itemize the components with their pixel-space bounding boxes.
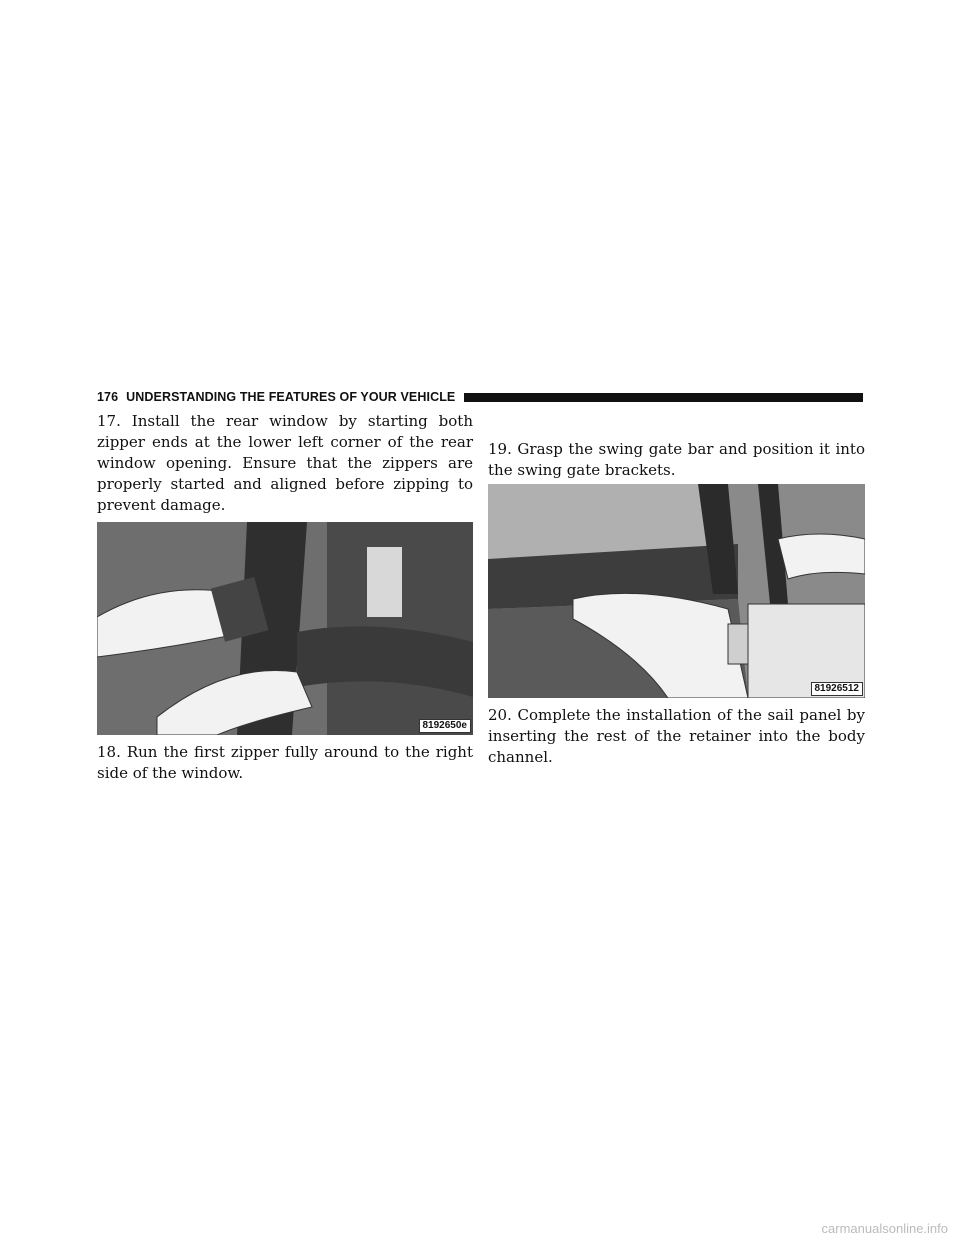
zipper-illustration: [97, 522, 473, 735]
header-rule: [464, 393, 863, 402]
page-header: [97, 389, 863, 405]
page-number: 176: [97, 390, 119, 404]
step-19-text: 19. Grasp the swing gate bar and position it into the swing gate brackets.: [488, 440, 865, 479]
swing-gate-illustration: [488, 484, 865, 698]
swing-gate-figure: [488, 484, 865, 698]
section-title: UNDERSTANDING THE FEATURES OF YOUR VEHICLE: [126, 390, 456, 404]
step-17-text: 17. Install the rear window by starting both zipper ends at the lower left corner of the rear window opening. Ensure that the zippers are properly started and aligned before zipping to prevent damage.: [97, 412, 473, 514]
zipper-installation-figure: [97, 522, 473, 735]
step-20-text: 20. Complete the installation of the sail panel by inserting the rest of the retainer into the body channel.: [488, 706, 865, 766]
watermark-text: carmanualsonline.info: [821, 1221, 948, 1236]
step-18-text: 18. Run the first zipper fully around to the right side of the window.: [97, 743, 473, 782]
left-column: [97, 411, 473, 516]
left-column-lower: [97, 742, 473, 784]
right-column-lower: [488, 705, 865, 768]
figure-code: 81926512: [811, 682, 864, 696]
right-column: [488, 439, 865, 481]
figure-code: 8192650e: [419, 719, 472, 733]
